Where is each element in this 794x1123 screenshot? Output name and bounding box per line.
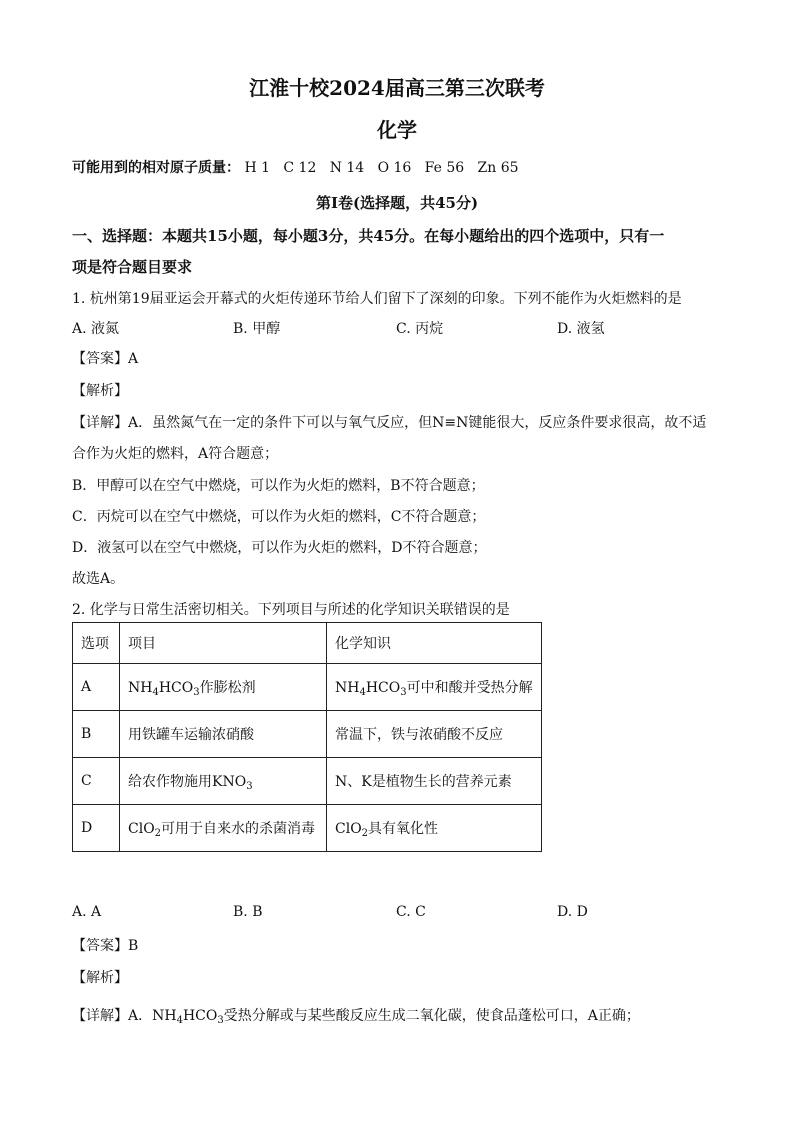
q2-detail-a: 【详解】A．$NH_4HCO_3$受热分解或与某些酸反应生成二氧化碳，使食品蓬松可口，A正确； [72,1008,640,1026]
row-a-item: $NH_4HCO_3$作膨松剂 [120,664,327,711]
q2-stem: 2. 化学与日常生活密切相关。下列项目与所述的化学知识关联错误的是 [72,602,510,618]
q2-option-a: A. A [72,904,102,920]
q2-option-b: B. B [233,904,263,920]
row-b-option: B [73,711,120,758]
atomic-mass-values: H 1 C 12 N 14 O 16 Fe 56 Zn 65 [244,160,519,176]
q1-detail-d: D．液氢可以在空气中燃烧，可以作为火炬的燃料，D不符合题意； [72,540,487,556]
q1-detail-c: C．丙烷可以在空气中燃烧，可以作为火炬的燃料，C不符合题意； [72,509,486,525]
table-header-option: 选项 [73,623,120,664]
q2-answer: 【答案】B [72,938,139,954]
q2-table [72,622,542,852]
row-c-item: 给农作物施用$KNO_3$ [120,758,327,805]
exam-title: 江淮十校2024届高三第三次联考 [249,76,545,100]
table-row [73,711,542,758]
instructions-line-1: 一、选择题：本题共15小题，每小题3分，共45分。在每小题给出的四个选项中，只有一 [72,227,665,245]
q2-option-c: C. C [396,904,426,920]
row-d-knowledge: ClO$_2$具有氧化性 [327,805,542,852]
q1-detail-b: B．甲醇可以在空气中燃烧，可以作为火炬的燃料，B不符合题意； [72,478,485,494]
q1-option-c: C. 丙烷 [396,321,444,337]
q1-option-d: D. 液氢 [557,321,605,337]
table-row [73,664,542,711]
row-d-option: D [73,805,120,852]
row-a-knowledge: $NH_4HCO_3$可中和酸并受热分解 [327,664,542,711]
row-c-knowledge: N、K是植物生长的营养元素 [327,758,542,805]
row-d-item: ClO$_2$可用于自来水的杀菌消毒 [120,805,327,852]
q1-analysis-label: 【解析】 [72,383,128,399]
q1-stem: 1. 杭州第19届亚运会开幕式的火炬传递环节给人们留下了深刻的印象。下列不能作为火炬燃料的是 [72,291,682,307]
q1-detail-line-2: 合作为火炬的燃料，A符合题意； [72,446,279,462]
q1-conclusion: 故选A。 [72,571,125,587]
row-c-option: C [73,758,120,805]
section-title: 第Ⅰ卷(选择题，共45分) [315,194,479,212]
row-b-item: 用铁罐车运输浓硝酸 [120,711,327,758]
table-header-item: 项目 [120,623,327,664]
q1-option-b: B. 甲醇 [233,321,281,337]
q1-option-a: A. 液氮 [72,321,120,337]
row-a-option: A [73,664,120,711]
row-b-knowledge: 常温下，铁与浓硝酸不反应 [327,711,542,758]
atomic-mass-line [72,157,519,177]
q2-analysis-label: 【解析】 [72,970,128,986]
table-header-row [73,623,542,664]
instructions-line-2: 项是符合题目要求 [72,258,193,276]
subject-title: 化学 [377,118,417,142]
table-row [73,758,542,805]
table-header-knowledge: 化学知识 [327,623,542,664]
q1-detail-line-1: 【详解】A．虽然氮气在一定的条件下可以与氧气反应，但N≡N键能很大，反应条件要求很高，故不适 [72,415,707,431]
q2-option-d: D. D [557,904,588,920]
q1-answer: 【答案】A [72,351,139,367]
atomic-mass-label: 可能用到的相对原子质量： [72,160,240,176]
table-row [73,805,542,852]
